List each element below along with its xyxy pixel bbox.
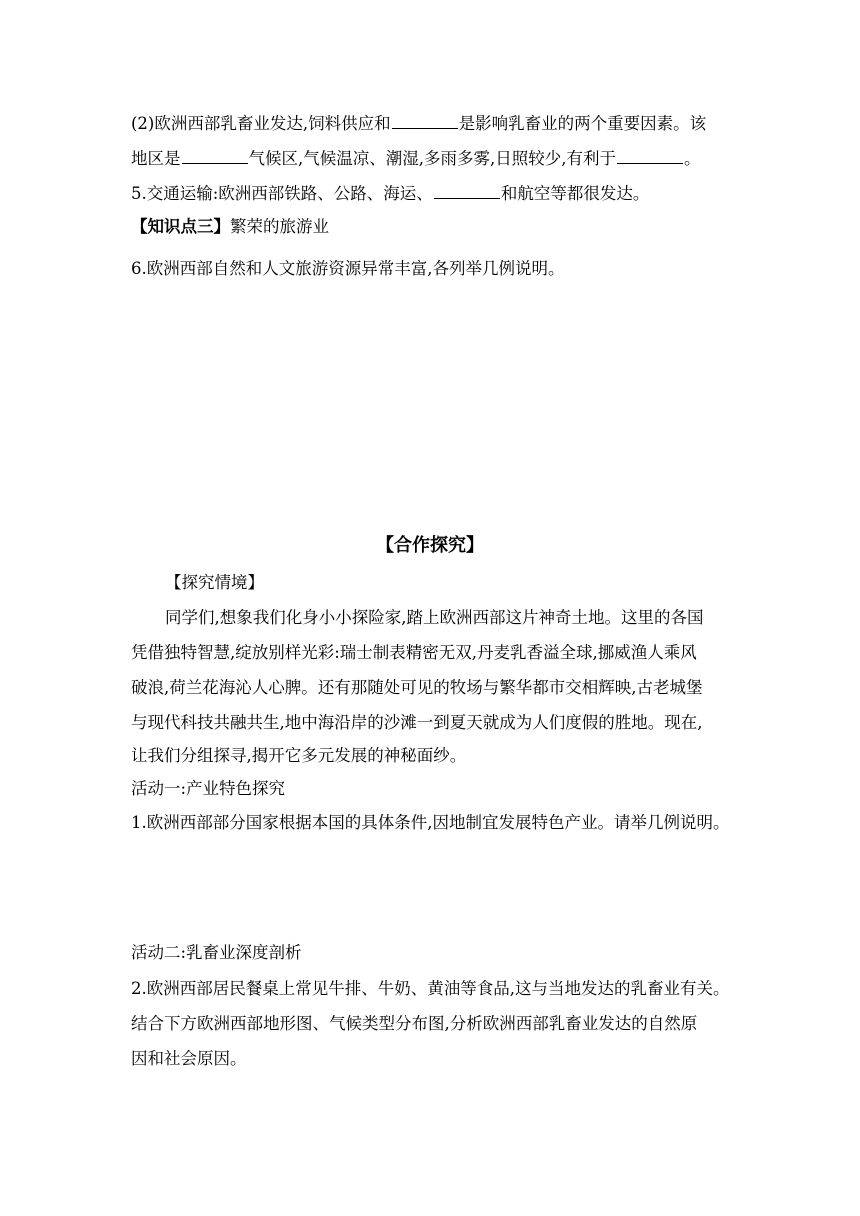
answer-blank[interactable] xyxy=(392,111,458,129)
answer-blank[interactable] xyxy=(182,146,248,164)
question-2-text-b: 是影响乳畜业的两个重要因素。该 xyxy=(458,114,707,133)
question-2-text-a: (2)欧洲西部乳畜业发达,饲料供应和 xyxy=(131,114,391,133)
knowledge-point-title: 繁荣的旅游业 xyxy=(230,217,329,236)
activity-2-line: 2.欧洲西部居民餐桌上常见牛排、牛奶、黄油等食品,这与当地发达的乳畜业有关。 xyxy=(131,979,730,998)
question-6: 6.欧洲西部自然和人文旅游资源异常丰富,各列举几例说明。 xyxy=(131,259,565,278)
activity-2-title: 活动二:乳畜业深度剖析 xyxy=(131,943,302,962)
question-5-text-b: 和航空等都很发达。 xyxy=(500,184,650,203)
activity-2-line: 结合下方欧洲西部地形图、气候类型分布图,分析欧洲西部乳畜业发达的自然原 xyxy=(131,1014,698,1033)
scenario-line: 与现代科技共融共生,地中海沿岸的沙滩一到夏天就成为人们度假的胜地。现在, xyxy=(131,713,703,732)
question-2-text-c: 地区是 xyxy=(131,149,181,168)
scenario-line: 凭借独特智慧,绽放别样光彩:瑞士制表精密无双,丹麦乳香溢全球,挪威渔人乘风 xyxy=(131,643,697,662)
scenario-label: 【探究情境】 xyxy=(165,573,264,592)
activity-2-line: 因和社会原因。 xyxy=(131,1049,247,1068)
activity-1-title: 活动一:产业特色探究 xyxy=(131,779,286,798)
activity-1-question: 1.欧洲西部部分国家根据本国的具体条件,因地制宜发展特色产业。请举几例说明。 xyxy=(131,813,730,832)
answer-blank[interactable] xyxy=(617,146,683,164)
question-5-text-a: 5.交通运输:欧洲西部铁路、公路、海运、 xyxy=(131,184,433,203)
scenario-line: 让我们分组探寻,揭开它多元发展的神秘面纱。 xyxy=(131,746,467,765)
knowledge-point-label: 【知识点三】 xyxy=(131,217,230,236)
answer-blank[interactable] xyxy=(434,181,500,199)
question-2-line-1 xyxy=(131,111,706,134)
knowledge-point-3-heading xyxy=(131,217,329,237)
question-2-line-2 xyxy=(131,146,700,169)
question-5 xyxy=(131,181,649,204)
scenario-line: 同学们,想象我们化身小小探险家,踏上欧洲西部这片神奇土地。这里的各国 xyxy=(165,608,704,627)
question-2-text-d: 气候区,气候温凉、潮湿,多雨多雾,日照较少,有利于 xyxy=(248,149,616,168)
question-2-text-e: 。 xyxy=(683,149,701,168)
cooperative-inquiry-title: 【合作探究】 xyxy=(376,535,484,556)
scenario-line: 破浪,荷兰花海沁人心脾。还有那随处可见的牧场与繁华都市交相辉映,古老城堡 xyxy=(131,678,703,697)
